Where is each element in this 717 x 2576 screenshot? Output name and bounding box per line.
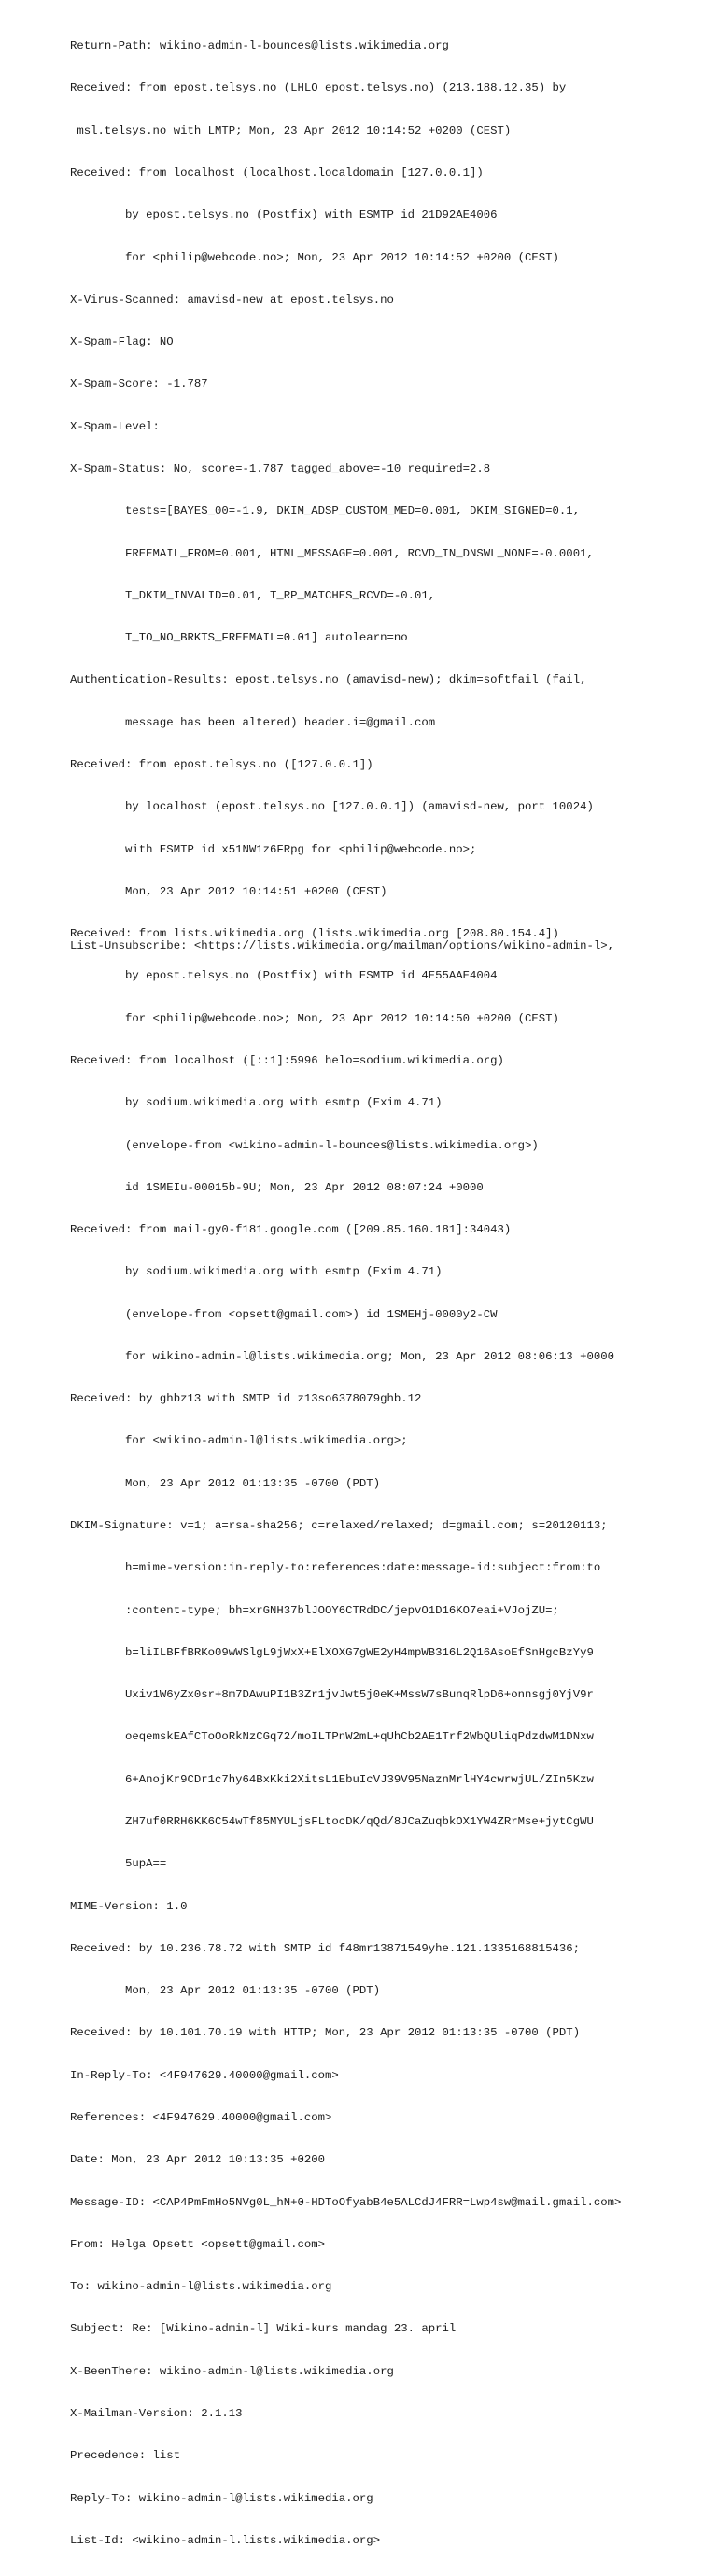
- header-line-date: Date: Mon, 23 Apr 2012 10:13:35 +0200: [70, 2153, 326, 2167]
- header-line-dkim-signature-cont: b=liILBFfBRKo09wWSlgL9jWxX+ElXOXG7gWE2yH4mpWB316L2Q16AsoEfSnHgcBzYy9: [70, 1645, 594, 1659]
- header-line-x-virus-scanned: X-Virus-Scanned: amavisd-new at epost.telsys.no: [70, 292, 394, 306]
- header-line-x-spam-status-cont: FREEMAIL_FROM=0.001, HTML_MESSAGE=0.001, RCVD_IN_DNSWL_NONE=-0.0001,: [70, 546, 594, 560]
- header-line-return-path: Return-Path: wikino-admin-l-bounces@lists.wikimedia.org: [70, 39, 449, 53]
- header-line-reply-to: Reply-To: wikino-admin-l@lists.wikimedia.org: [70, 2491, 373, 2505]
- header-line-received: Received: from mail-gy0-f181.google.com ([209.85.160.181]:34043): [70, 1223, 512, 1237]
- header-line-authentication-results: Authentication-Results: epost.telsys.no (amavisd-new); dkim=softfail (fail,: [70, 673, 587, 687]
- header-line-to: To: wikino-admin-l@lists.wikimedia.org: [70, 2280, 332, 2294]
- header-line-received-cont: by localhost (epost.telsys.no [127.0.0.1]) (amavisd-new, port 10024): [70, 800, 594, 814]
- header-line-x-spam-status-cont: T_TO_NO_BRKTS_FREEMAIL=0.01] autolearn=no: [70, 631, 408, 645]
- header-line-received: Received: from localhost ([::1]:5996 helo=sodium.wikimedia.org): [70, 1053, 504, 1067]
- header-line-received-cont: Mon, 23 Apr 2012 01:13:35 -0700 (PDT): [70, 1984, 381, 1998]
- header-line-received-cont: for <wikino-admin-l@lists.wikimedia.org>;: [70, 1434, 408, 1448]
- header-line-x-spam-score: X-Spam-Score: -1.787: [70, 377, 208, 391]
- header-line-received-cont: by epost.telsys.no (Postfix) with ESMTP id 4E55AAE4004: [70, 969, 498, 983]
- header-line-dkim-signature-cont: h=mime-version:in-reply-to:references:date:message-id:subject:from:to: [70, 1561, 601, 1575]
- header-line-received-cont: Mon, 23 Apr 2012 10:14:51 +0200 (CEST): [70, 884, 387, 898]
- header-line-received-cont: by sodium.wikimedia.org with esmtp (Exim 4.71): [70, 1096, 443, 1110]
- header-line-x-spam-flag: X-Spam-Flag: NO: [70, 335, 174, 349]
- header-line-x-spam-status-cont: T_DKIM_INVALID=0.01, T_RP_MATCHES_RCVD=-0.01,: [70, 588, 436, 602]
- header-line-precedence: Precedence: list: [70, 2449, 181, 2463]
- header-line-received-cont: by sodium.wikimedia.org with esmtp (Exim 4.71): [70, 1265, 443, 1279]
- header-line-received-cont: by epost.telsys.no (Postfix) with ESMTP id 21D92AE4006: [70, 208, 498, 222]
- header-line-mime-version: MIME-Version: 1.0: [70, 1899, 188, 1913]
- header-line-dkim-signature-cont: ZH7uf0RRH6KK6C54wTf85MYULjsFLtocDK/qQd/8JCaZuqbkOX1YW4ZRrMse+jytCgWU: [70, 1815, 594, 1828]
- header-line-received-cont: (envelope-from <opsett@gmail.com>) id 1SMEHj-0000y2-CW: [70, 1307, 498, 1321]
- header-line-list-unsubscribe: List-Unsubscribe: <https://lists.wikimedia.org/mailman/options/wikino-admin-l>,: [70, 939, 614, 952]
- header-line-received: Received: from localhost (localhost.localdomain [127.0.0.1]): [70, 166, 484, 180]
- header-line-from: From: Helga Opsett <opsett@gmail.com>: [70, 2237, 326, 2251]
- header-line-x-spam-status-cont: tests=[BAYES_00=-1.9, DKIM_ADSP_CUSTOM_MED=0.001, DKIM_SIGNED=0.1,: [70, 504, 581, 518]
- header-line-received-cont: Mon, 23 Apr 2012 01:13:35 -0700 (PDT): [70, 1476, 381, 1490]
- header-line-received-cont: msl.telsys.no with LMTP; Mon, 23 Apr 2012 10:14:52 +0200 (CEST): [70, 123, 512, 137]
- header-line-received-cont: for wikino-admin-l@lists.wikimedia.org; Mon, 23 Apr 2012 08:06:13 +0000: [70, 1349, 614, 1363]
- header-line-references: References: <4F947629.40000@gmail.com>: [70, 2110, 332, 2124]
- header-line-received: Received: by 10.236.78.72 with SMTP id f48mr13871549yhe.121.1335168815436;: [70, 1941, 581, 1955]
- header-line-received: Received: by ghbz13 with SMTP id z13so6378079ghb.12: [70, 1392, 422, 1406]
- header-line-x-spam-status: X-Spam-Status: No, score=-1.787 tagged_above=-10 required=2.8: [70, 462, 491, 475]
- header-line-received: Received: by 10.101.70.19 with HTTP; Mon, 23 Apr 2012 01:13:35 -0700 (PDT): [70, 2026, 581, 2040]
- header-line-received-cont: for <philip@webcode.no>; Mon, 23 Apr 2012 10:14:52 +0200 (CEST): [70, 250, 559, 264]
- header-line-dkim-signature: DKIM-Signature: v=1; a=rsa-sha256; c=relaxed/relaxed; d=gmail.com; s=20120113;: [70, 1519, 608, 1533]
- header-line-received-cont: with ESMTP id x51NW1z6FRpg for <philip@webcode.no>;: [70, 842, 477, 856]
- header-line-received-cont: id 1SMEIu-00015b-9U; Mon, 23 Apr 2012 08:07:24 +0000: [70, 1180, 484, 1194]
- header-line-message-id: Message-ID: <CAP4PmFmHo5NVg0L_hN+0-HDToOfyabB4e5ALCdJ4FRR=Lwp4sw@mail.gmail.com>: [70, 2195, 622, 2209]
- header-line-dkim-signature-cont: Uxiv1W6yZx0sr+8m7DAwuPI1B3Zr1jvJwt5j0eK+MssW7sBunqRlpD6+onnsgj0YjV9r: [70, 1688, 594, 1702]
- header-line-authentication-results-cont: message has been altered) header.i=@gmail.com: [70, 715, 436, 729]
- header-line-x-mailman-version: X-Mailman-Version: 2.1.13: [70, 2406, 243, 2420]
- email-raw-headers: [70, 11, 714, 2576]
- header-line-subject: Subject: Re: [Wikino-admin-l] Wiki-kurs mandag 23. april: [70, 2322, 457, 2336]
- header-line-dkim-signature-cont: 5upA==: [70, 1857, 167, 1871]
- header-line-list-id: List-Id: <wikino-admin-l.lists.wikimedia.org>: [70, 2533, 381, 2547]
- header-line-received-cont: for <philip@webcode.no>; Mon, 23 Apr 2012 10:14:50 +0200 (CEST): [70, 1011, 559, 1025]
- header-line-dkim-signature-cont: oeqemskEAfCToOoRkNzCGq72/moILTPnW2mL+qUhCb2AE1Trf2WbQUliqPdzdwM1DNxw: [70, 1730, 594, 1744]
- header-line-received: Received: from lists.wikimedia.org (lists.wikimedia.org [208.80.154.4]): [70, 927, 559, 941]
- header-line-x-beenthere: X-BeenThere: wikino-admin-l@lists.wikimedia.org: [70, 2364, 394, 2378]
- header-line-dkim-signature-cont: :content-type; bh=xrGNH37blJOOY6CTRdDC/jepvO1D16KO7eai+VJojZU=;: [70, 1603, 559, 1617]
- header-line-in-reply-to: In-Reply-To: <4F947629.40000@gmail.com>: [70, 2068, 339, 2082]
- header-line-dkim-signature-cont: 6+AnojKr9CDr1c7hy64BxKki2XitsL1EbuIcVJ39V95NaznMrlHY4cwrwjUL/ZIn5Kzw: [70, 1772, 594, 1786]
- header-line-received: Received: from epost.telsys.no (LHLO epost.telsys.no) (213.188.12.35) by: [70, 81, 567, 95]
- header-line-x-spam-level: X-Spam-Level:: [70, 419, 160, 433]
- header-line-received: Received: from epost.telsys.no ([127.0.0.1]): [70, 757, 373, 771]
- header-line-received-cont: (envelope-from <wikino-admin-l-bounces@lists.wikimedia.org>): [70, 1138, 539, 1152]
